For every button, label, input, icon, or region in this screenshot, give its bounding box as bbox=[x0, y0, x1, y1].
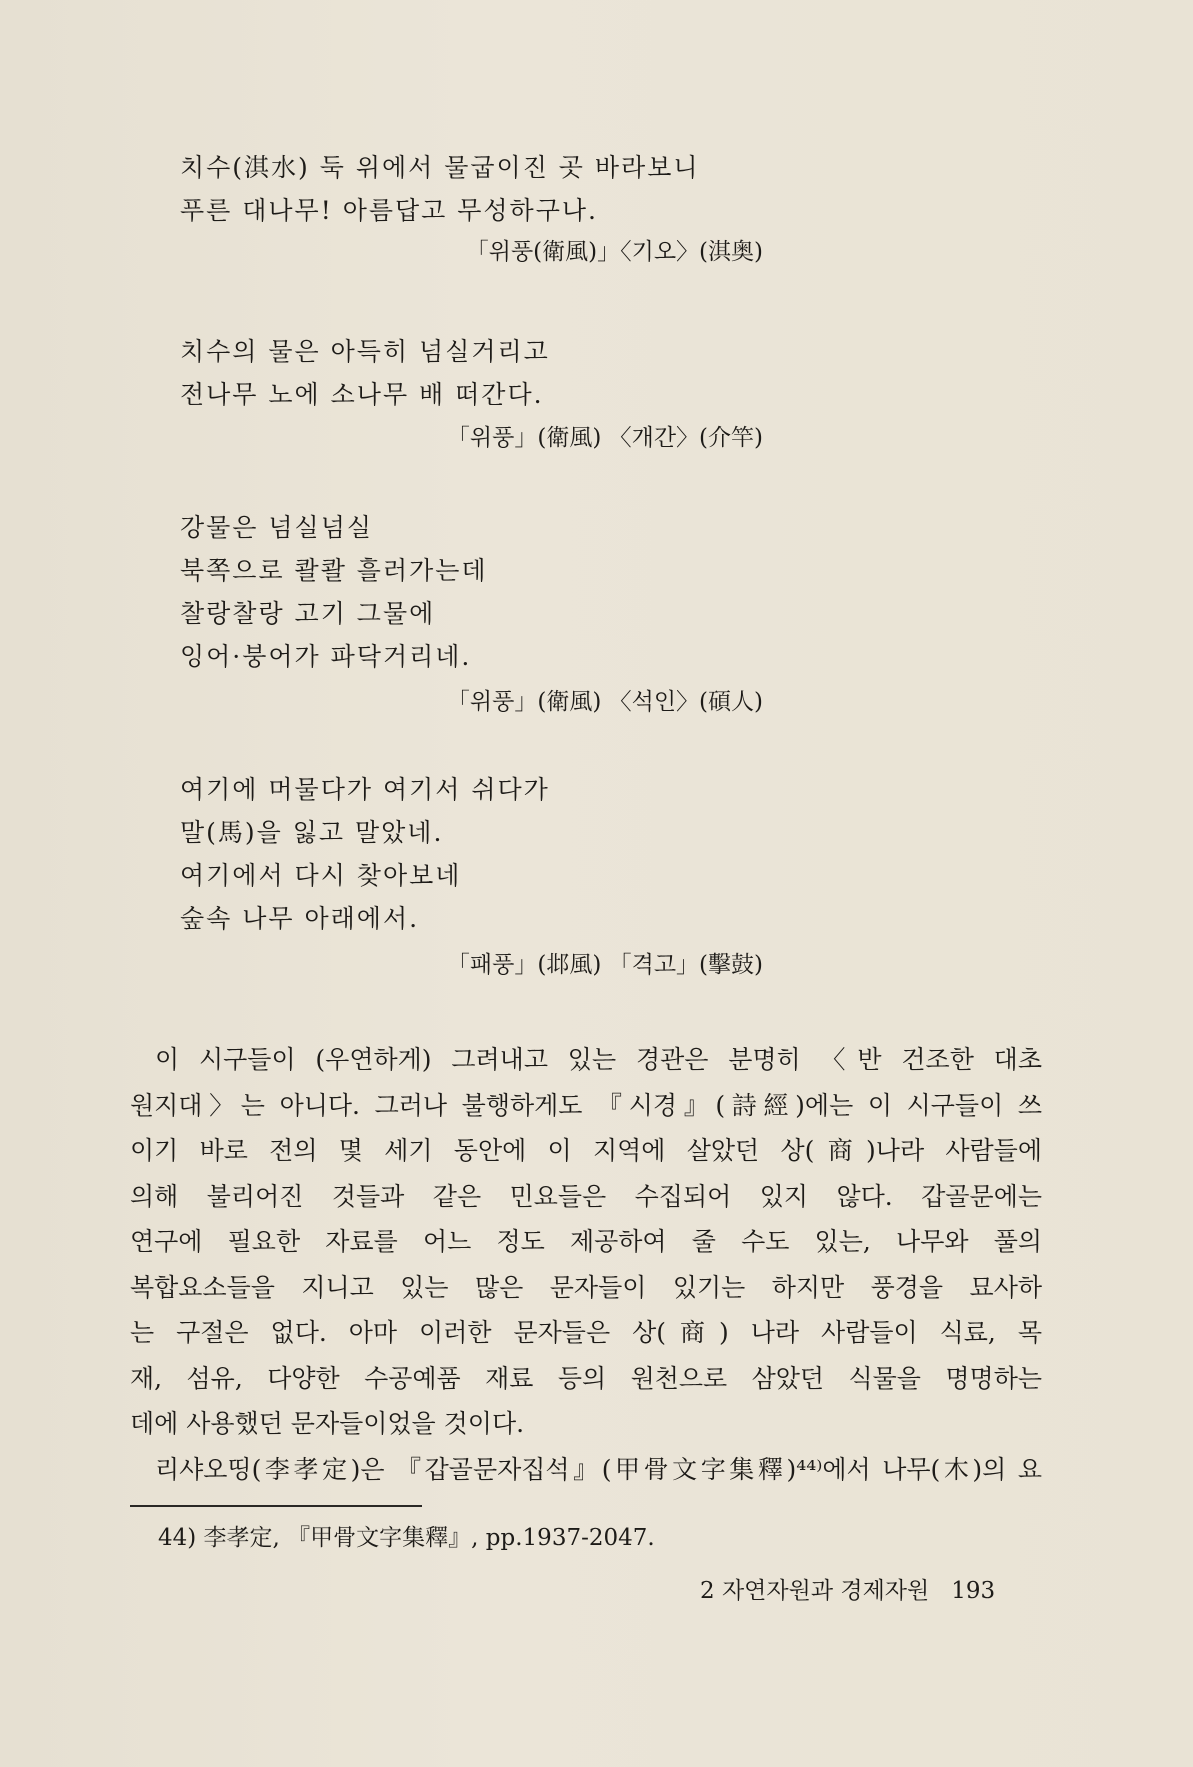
poem-citation: 「패풍」(邶風) 「격고」(擊鼓) bbox=[446, 952, 763, 978]
poem-line: 잉어·붕어가 파닥거리네. bbox=[180, 642, 472, 671]
page-number: 193 bbox=[951, 1578, 996, 1604]
paragraph-line: 복합요소들을 지니고 있는 많은 문자들이 있기는 하지만 풍경을 묘사하 bbox=[130, 1272, 1042, 1302]
poem-citation: 「위풍」(衛風) 〈석인〉(碩人) bbox=[446, 689, 763, 715]
poem-line: 여기에서 다시 찾아보네 bbox=[180, 861, 462, 890]
paragraph-line: 이 시구들이 (우연하게) 그려내고 있는 경관은 분명히 〈반 건조한 대초 bbox=[155, 1045, 1042, 1074]
poem-stanza-2 bbox=[180, 330, 1080, 416]
poem-line: 숲속 나무 아래에서. bbox=[180, 904, 420, 933]
paragraph-line: 원지대〉는 아니다. 그러나 불행하게도 『시경』(詩經)에는 이 시구들이 쓰 bbox=[130, 1090, 1042, 1120]
paragraph-line: 연구에 필요한 자료를 어느 정도 제공하여 줄 수도 있는, 나무와 풀의 bbox=[130, 1227, 1042, 1256]
poem-line: 전나무 노에 소나무 배 떠간다. bbox=[180, 380, 544, 409]
paragraph-line: 의해 불리어진 것들과 같은 민요들은 수집되어 있지 않다. 갑골문에는 bbox=[130, 1181, 1042, 1211]
poem-line: 푸른 대나무! 아름답고 무성하구나. bbox=[180, 196, 598, 225]
paragraph-line: 재, 섬유, 다양한 수공예품 재료 등의 원천으로 삼았던 식물을 명명하는 bbox=[130, 1363, 1042, 1393]
poem-line: 강물은 넘실넘실 bbox=[180, 513, 373, 542]
poem-line: 여기에 머물다가 여기서 쉬다가 bbox=[180, 775, 550, 804]
chapter-title: 2 자연자원과 경제자원 bbox=[700, 1578, 930, 1604]
poem-citation: 「위풍」(衛風) 〈개간〉(介竿) bbox=[446, 425, 763, 451]
running-footer bbox=[700, 1573, 995, 1609]
poem-stanza-3 bbox=[180, 506, 1080, 678]
paragraph-line: 데에 사용했던 문자들이었을 것이다. bbox=[130, 1409, 525, 1438]
poem-stanza-4 bbox=[180, 768, 1080, 940]
footnote-divider bbox=[130, 1505, 422, 1507]
poem-line: 북쪽으로 콸콸 흘러가는데 bbox=[180, 556, 488, 585]
poem-citation: 「위풍(衛風)」〈기오〉(淇奥) bbox=[465, 239, 763, 265]
paragraph-line: 리샤오띵(李孝定)은 『갑골문자집석』(甲骨文字集釋)⁴⁴⁾에서 나무(木)의 요 bbox=[155, 1454, 1042, 1484]
footnote: 44) 李孝定, 『甲骨文字集釋』, pp.1937-2047. bbox=[158, 1525, 655, 1551]
poem-line: 찰랑찰랑 고기 그물에 bbox=[180, 599, 436, 628]
body-text bbox=[130, 1037, 1042, 1492]
poem-line: 치수(淇水) 둑 위에서 물굽이진 곳 바라보니 bbox=[180, 153, 700, 182]
poem-line: 말(馬)을 잃고 말았네. bbox=[180, 818, 444, 847]
poem-line: 치수의 물은 아득히 넘실거리고 bbox=[180, 337, 550, 366]
poem-stanza-1 bbox=[180, 146, 1080, 232]
paragraph-line: 는 구절은 없다. 아마 이러한 문자들은 상(商) 나라 사람들이 식료, 목 bbox=[130, 1318, 1042, 1347]
paragraph-line: 이기 바로 전의 몇 세기 동안에 이 지역에 살았던 상(商)나라 사람들에 bbox=[130, 1136, 1042, 1165]
